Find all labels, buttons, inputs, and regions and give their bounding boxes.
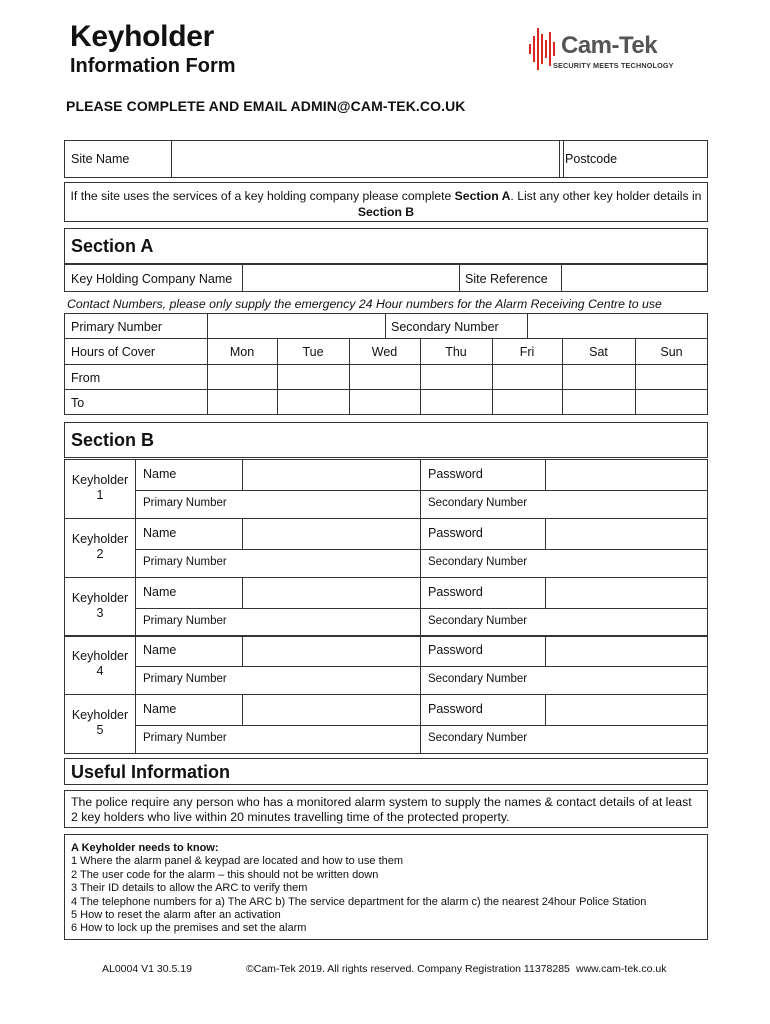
secondary-number-field[interactable] [527, 314, 708, 338]
password-label: Password [428, 643, 483, 657]
logo-wordmark: Cam-Tek [561, 32, 658, 59]
section-a-contact-table [64, 313, 708, 415]
password-label: Password [428, 702, 483, 716]
section-b-title: Section B [71, 430, 155, 450]
postcode-field[interactable] [563, 141, 707, 177]
section-b-header [64, 422, 708, 458]
hours-from-tue-field[interactable] [278, 365, 349, 389]
useful-information-header [64, 758, 708, 785]
hours-to-wed-field[interactable] [350, 390, 420, 414]
form-title: Keyholder [70, 20, 215, 53]
day-label-mon: Mon [229, 345, 255, 359]
keyholder-4-block [64, 635, 708, 695]
keyholder-name-field[interactable] [242, 636, 420, 666]
keyholder-name-field[interactable] [242, 695, 420, 725]
name-label: Name [143, 702, 177, 716]
secondary-number-label: Secondary Number [428, 732, 528, 744]
day-label-tue: Tue [302, 345, 324, 359]
useful-information-title: Useful Information [71, 762, 231, 782]
keyholder-2-block [64, 518, 708, 578]
hours-from-wed-field[interactable] [350, 365, 420, 389]
keyholder-name-field[interactable] [242, 519, 420, 549]
secondary-number-label: Secondary Number [428, 673, 528, 685]
keyholder-label: Keyholder 1 [71, 473, 129, 502]
primary-number-label: Primary Number [71, 320, 162, 334]
name-label: Name [143, 585, 177, 599]
copyright-text: ©Cam-Tek 2019. All rights reserved. Company Registration 11378285 [246, 963, 570, 975]
section-a-title: Section A [71, 236, 154, 256]
name-label: Name [143, 467, 177, 481]
keyholder-name-field[interactable] [242, 578, 420, 608]
to-label: To [71, 396, 85, 410]
keyholder-label: Keyholder 4 [71, 649, 129, 678]
needs-item: 6 How to lock up the premises and set the alarm [71, 922, 307, 935]
postcode-label: Postcode [565, 152, 618, 166]
email-instruction: PLEASE COMPLETE AND EMAIL ADMIN@CAM-TEK.CO.UK [66, 98, 466, 114]
hours-to-tue-field[interactable] [278, 390, 349, 414]
primary-number-field[interactable] [207, 314, 208, 338]
secondary-number-label: Secondary Number [391, 320, 499, 334]
keyholder-needs-list [64, 834, 708, 940]
document-code: AL0004 V1 30.5.19 [102, 963, 192, 975]
keyholder-name-field[interactable] [242, 460, 420, 490]
needs-item: 1 Where the alarm panel & keypad are located and how to use them [71, 855, 404, 868]
site-reference-label-cell [459, 265, 548, 291]
needs-heading: A Keyholder needs to know: [71, 842, 219, 854]
hours-from-mon-field[interactable] [208, 365, 277, 389]
site-reference-label: Site Reference [465, 272, 548, 286]
site-reference-field[interactable] [561, 265, 562, 291]
website-link[interactable]: www.cam-tek.co.uk [576, 963, 667, 975]
site-name-label: Site Name [71, 152, 130, 166]
police-requirement-text: The police require any person who has a monitored alarm system to supply the names & contact details of at least 2 key holders who live within 20 minutes travelling time of the protected property. [64, 790, 708, 828]
site-name-field[interactable] [171, 141, 559, 177]
name-label: Name [143, 526, 177, 540]
hours-from-sun-field[interactable] [636, 365, 708, 389]
key-holding-company-row [64, 264, 708, 292]
hours-to-sun-field[interactable] [636, 390, 708, 414]
day-label-sun: Sun [660, 345, 683, 359]
secondary-number-label: Secondary Number [428, 497, 528, 509]
company-name-field[interactable] [242, 265, 243, 291]
company-name-label: Key Holding Company Name [71, 272, 233, 286]
hours-from-sat-field[interactable] [563, 365, 635, 389]
secondary-number-label: Secondary Number [428, 556, 528, 568]
hours-from-thu-field[interactable] [421, 365, 492, 389]
site-details-row [64, 140, 708, 178]
keyholder-password-field[interactable] [545, 460, 708, 490]
hours-to-fri-field[interactable] [493, 390, 562, 414]
primary-number-label: Primary Number [143, 732, 227, 744]
logo-tagline: SECURITY MEETS TECHNOLOGY [553, 61, 674, 70]
day-label-fri: Fri [519, 345, 535, 359]
keyholder-1-block [64, 459, 708, 519]
keyholder-label: Keyholder 2 [71, 532, 129, 561]
needs-item: 4 The telephone numbers for a) The ARC b) The service department for the alarm c) the nearest 24hour Police Station [71, 895, 647, 908]
needs-item: 5 How to reset the alarm after an activation [71, 909, 281, 922]
cam-tek-logo [528, 24, 678, 76]
from-label: From [71, 371, 101, 385]
hours-of-cover-label: Hours of Cover [71, 345, 156, 359]
keyholder-label: Keyholder 3 [71, 591, 129, 620]
password-label: Password [428, 585, 483, 599]
keyholder-password-field[interactable] [545, 695, 708, 725]
password-label: Password [428, 526, 483, 540]
section-a-header [64, 228, 708, 264]
primary-number-label: Primary Number [143, 497, 227, 509]
day-label-sat: Sat [589, 345, 608, 359]
day-label-thu: Thu [445, 345, 467, 359]
secondary-number-label: Secondary Number [428, 615, 528, 627]
day-label-wed: Wed [371, 345, 398, 359]
hours-to-mon-field[interactable] [208, 390, 277, 414]
password-label: Password [428, 467, 483, 481]
keyholder-3-block [64, 577, 708, 637]
form-subtitle: Information Form [70, 55, 236, 77]
needs-item: 3 Their ID details to allow the ARC to verify them [71, 882, 308, 895]
keyholder-password-field[interactable] [545, 519, 708, 549]
keyholder-label: Keyholder 5 [71, 708, 129, 737]
hours-from-fri-field[interactable] [493, 365, 562, 389]
section-instruction-note: If the site uses the services of a key holding company please complete Section A. List any other key holder details in Section B [64, 182, 708, 222]
keyholder-password-field[interactable] [545, 636, 708, 666]
keyholder-5-block [64, 694, 708, 754]
contact-numbers-note: Contact Numbers, please only supply the emergency 24 Hour numbers for the Alarm Receiving Centre to use [67, 297, 662, 311]
hours-to-sat-field[interactable] [563, 390, 635, 414]
primary-number-label: Primary Number [143, 556, 227, 568]
primary-number-label: Primary Number [143, 615, 227, 627]
name-label: Name [143, 643, 177, 657]
needs-item: 2 The user code for the alarm – this should not be written down [71, 868, 379, 881]
hours-to-thu-field[interactable] [421, 390, 492, 414]
keyholder-password-field[interactable] [545, 578, 708, 608]
primary-number-label: Primary Number [143, 673, 227, 685]
